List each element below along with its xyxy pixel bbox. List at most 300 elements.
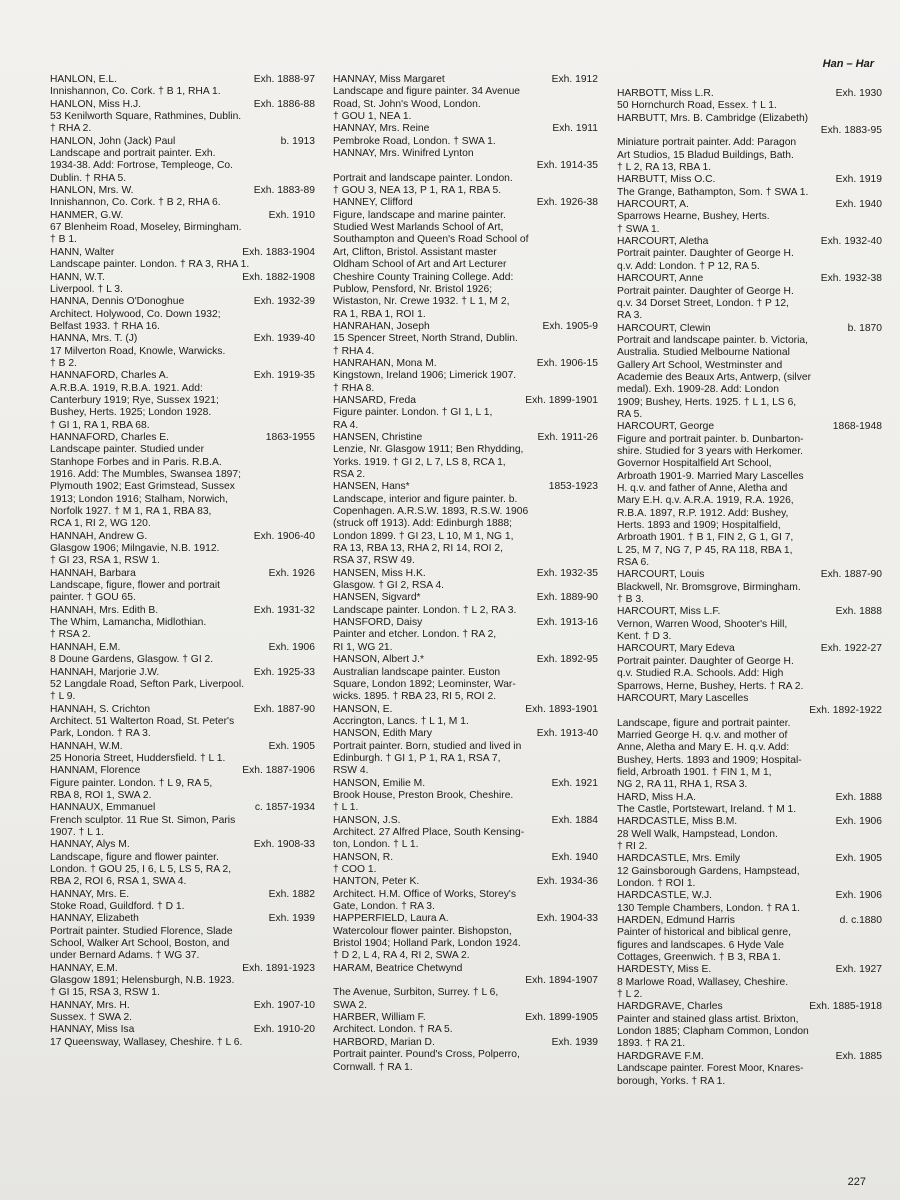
dictionary-entry <box>50 432 315 531</box>
dictionary-entry <box>50 74 315 99</box>
entry-text-line: Edinburgh. † GI 1, P 1, RA 1, RSA 7, <box>333 752 501 764</box>
entry-text-line: 25 Honoria Street, Huddersfield. † L 1. <box>50 752 226 764</box>
dictionary-entry <box>50 296 315 333</box>
entry-text-line: Arbroath 1901-9. Married Mary Lascelles <box>617 470 804 482</box>
entry-text-line: School, Walker Art School, Boston, and <box>50 938 230 950</box>
entry-text-line: Stanhope Forbes and in Paris. R.B.A. <box>50 456 222 468</box>
entry-name: HARCOURT, Clewin <box>617 322 711 334</box>
entry-text-line: † B 1. <box>50 234 77 246</box>
entry-text-line: (struck off 1913). Add: Edinburgh 1888; <box>333 518 512 530</box>
dictionary-entry <box>50 642 315 667</box>
entry-text-line: Cheshire County Training College. Add: <box>333 271 514 283</box>
entry-text-line: Sparrows, Herne, Bushey, Herts. † RA 2. <box>617 680 804 692</box>
entry-text-line: Portrait painter. Born, studied and lived in <box>333 740 522 752</box>
entry-text-line: † SWA 1. <box>617 223 660 235</box>
entry-text-line: 1934-38. Add: Fortrose, Templeoge, Co. <box>50 160 233 172</box>
entry-dates: Exh. 1882-1908 <box>242 271 315 283</box>
entry-text-line: French sculptor. 11 Rue St. Simon, Paris <box>50 814 236 826</box>
entry-text-line: Gate, London. † RA 3. <box>333 901 435 913</box>
entry-text-line: RA 1, RBA 1, ROI 1. <box>333 308 426 320</box>
entry-text-line: RI 1, WG 21. <box>333 641 393 653</box>
entry-dates: Exh. 1883-1904 <box>242 246 315 258</box>
entry-text-line: 52 Langdale Road, Sefton Park, Liverpool. <box>50 678 245 690</box>
entry-dates: Exh. 1886-88 <box>253 98 315 110</box>
dictionary-entry <box>617 569 882 606</box>
entry-text-line: Blackwell, Nr. Bromsgrove, Birmingham. <box>617 581 801 593</box>
entry-name: HANNAM, Florence <box>50 765 141 777</box>
entry-name: HANNAY, Mrs. Winifred Lynton <box>333 148 474 160</box>
entry-name: HANSEN, Miss H.K. <box>333 567 426 579</box>
entry-name: HANNA, Dennis O'Donoghue <box>50 296 185 308</box>
entry-text-line: Governor Hospitalfield Art School, <box>617 458 772 470</box>
entry-text-line: Mary E.H. q.v. A.R.A. 1919, R.A. 1926, <box>617 495 794 507</box>
entry-text-line: RA 13, RBA 13, RHA 2, RI 14, ROI 2, <box>333 543 503 555</box>
entry-text-line: Cottages, Greenwich. † B 3, RBA 1. <box>617 952 781 964</box>
entry-text-line: † COO 1. <box>333 864 377 875</box>
dictionary-entry <box>50 568 315 605</box>
entry-text-line: q.v. 34 Dorset Street, London. † P 12, <box>617 297 789 309</box>
entry-text-line: Sparrows Hearne, Bushey, Herts. <box>617 211 770 223</box>
entry-text-line: RSA 2. <box>333 469 366 480</box>
entry-text-line: Publow, Pensford, Nr. Bristol 1926; <box>333 283 493 295</box>
entry-dates: Exh. 1906-40 <box>253 530 315 542</box>
entry-text-line: field, Arbroath 1901. † FIN 1, M 1, <box>617 766 772 778</box>
entry-text-line: Architect. 51 Walterton Road, St. Peter's <box>50 715 235 727</box>
entry-text-line: ton, London. † L 1. <box>333 839 419 851</box>
entry-text-line: † RHA 2. <box>50 123 92 135</box>
entry-name: HARCOURT, Anne <box>617 273 704 285</box>
entry-name: HARBORD, Marian D. <box>333 1036 435 1048</box>
entry-text-line: Portrait and landscape painter. London. <box>333 172 513 184</box>
entry-name: HANNAFORD, Charles A. <box>50 370 169 382</box>
entry-dates: Exh. 1912 <box>551 74 598 85</box>
dictionary-entry <box>617 199 882 236</box>
entry-name: HARDCASTLE, Miss B.M. <box>617 816 738 828</box>
entry-text-line: Anne, Aletha and Mary E. H. q.v. Add: <box>617 742 790 754</box>
dictionary-entry <box>617 113 882 175</box>
entry-text-line: Accrington, Lancs. † L 1, M 1. <box>333 715 469 727</box>
entry-text-line: Brook House, Preston Brook, Cheshire. <box>333 789 514 801</box>
column-3 <box>617 88 882 1088</box>
entry-dates: Exh. 1939 <box>268 913 315 925</box>
entry-text-line: Kent. † D 3. <box>617 631 672 643</box>
entry-name: HANNAY, E.M. <box>50 962 118 974</box>
entry-name: HARDGRAVE F.M. <box>617 1050 704 1062</box>
entry-name: HARCOURT, Mary Edeva <box>617 643 735 655</box>
entry-name: HANN, Walter <box>50 246 115 258</box>
entry-text-line: Figure and portrait painter. b. Dunbarton- <box>617 433 804 445</box>
entry-text-line: wicks. 1895. † RBA 23, RI 5, ROI 2. <box>333 691 497 703</box>
entry-text-line: † B 2. <box>50 357 77 369</box>
dictionary-entry <box>333 704 598 729</box>
entry-dates: Exh. 1922-27 <box>820 643 882 655</box>
entry-text-line: SWA 2. <box>333 999 367 1011</box>
entry-text-line: Portrait painter. Studied Florence, Slade <box>50 925 233 937</box>
dictionary-entry <box>617 236 882 273</box>
entry-text-line: Plymouth 1902; East Grimstead, Sussex <box>50 481 235 493</box>
entry-dates: 1863-1955 <box>265 431 315 443</box>
entry-text-line: 8 Marlowe Road, Wallasey, Cheshire. <box>617 976 789 988</box>
entry-text-line: Architect. London. † RA 5. <box>333 1024 453 1036</box>
entry-text-line: Canterbury 1919; Rye, Sussex 1921; <box>50 394 219 406</box>
entry-name: HANNAUX, Emmanuel <box>50 802 156 814</box>
entry-text-line: shire. Studied for 3 years with Herkomer. <box>617 445 803 457</box>
entry-dates: Exh. 1925-33 <box>253 666 315 678</box>
entry-text-line: The Grange, Bathampton, Som. † SWA 1. <box>617 186 809 198</box>
entry-dates: Exh. 1906 <box>835 890 882 902</box>
entry-text-line: Pembroke Road, London. † SWA 1. <box>333 135 496 147</box>
dictionary-entry <box>50 741 315 766</box>
dictionary-entry <box>50 1024 315 1049</box>
entry-text-line: Landscape and figure painter. 34 Avenue <box>333 86 521 98</box>
entry-dates: Exh. 1882 <box>268 888 315 900</box>
entry-dates: Exh. 1904-33 <box>536 913 598 925</box>
entry-name: HARCOURT, Mary Lascelles <box>617 692 749 704</box>
entry-name: HARCOURT, A. <box>617 199 689 211</box>
dictionary-entry <box>333 963 598 1012</box>
entry-name: HARBUTT, Miss O.C. <box>617 174 716 186</box>
entry-text-line: Glasgow 1906; Milngavie, N.B. 1912. <box>50 543 220 555</box>
entry-text-line: Bristol 1904; Holland Park, London 1924. <box>333 938 521 950</box>
dictionary-entry <box>333 815 598 852</box>
dictionary-entry <box>333 74 598 123</box>
dictionary-entry <box>50 272 315 297</box>
entry-name: HANNAY, Miss Isa <box>50 1024 135 1036</box>
entry-text-line: † GOU 3, NEA 13, P 1, RA 1, RBA 5. <box>333 185 502 197</box>
entry-name: HANSEN, Hans* <box>333 481 410 493</box>
entry-text-line: Miniature portrait painter. Add: Paragon <box>617 137 797 149</box>
entry-dates: Exh. 1887-90 <box>253 703 315 715</box>
dictionary-entry <box>50 704 315 741</box>
dictionary-entry <box>617 890 882 915</box>
entry-name: HANN, W.T. <box>50 271 105 283</box>
entry-dates: Exh. 1910 <box>268 209 315 221</box>
entry-name: HANNAY, Mrs. E. <box>50 888 130 900</box>
dictionary-entry <box>617 421 882 569</box>
entry-text-line: Gallery Art School, Westminster and <box>617 359 783 371</box>
entry-name: HANSFORD, Daisy <box>333 617 423 629</box>
entry-text-line: Oldham School of Art and Art Lecturer <box>333 259 507 271</box>
entry-text-line: 67 Blenheim Road, Moseley, Birmingham. <box>50 222 242 234</box>
entry-name: HANLON, E.L. <box>50 74 117 85</box>
entry-text-line: † B 3. <box>617 594 644 606</box>
dictionary-entry <box>617 915 882 964</box>
entry-name: HANSON, Emilie M. <box>333 777 426 789</box>
entry-text-line: Painter of historical and biblical genre, <box>617 927 792 939</box>
entry-name: HANNAH, W.M. <box>50 740 123 752</box>
entry-name: HARDCASTLE, W.J. <box>617 890 712 902</box>
entry-text-line: Watercolour flower painter. Bishopston, <box>333 925 512 937</box>
entry-name: HARBUTT, Mrs. B. Cambridge (Elizabeth) <box>617 112 809 124</box>
entry-dates: Exh. 1892-95 <box>536 654 598 666</box>
dictionary-entry <box>333 1037 598 1074</box>
entry-dates: Exh. 1940 <box>551 851 598 863</box>
dictionary-entry <box>333 654 598 703</box>
entry-text-line: † L 1. <box>333 802 359 814</box>
entry-text-line: Studied West Marlands School of Art, <box>333 222 504 234</box>
entry-name: HANNAH, Marjorie J.W. <box>50 666 160 678</box>
column-1 <box>50 74 315 1049</box>
entry-dates: Exh. 1930 <box>835 88 882 99</box>
dictionary-entry <box>333 148 598 197</box>
entry-text-line: 1893. † RA 21. <box>617 1038 686 1050</box>
dictionary-entry <box>50 913 315 962</box>
entry-text-line: Architect. Holywood, Co. Down 1932; <box>50 308 221 320</box>
entry-text-line: medal). Exh. 1909-28. Add: London <box>617 384 780 396</box>
entry-dates: Exh. 1934-36 <box>536 876 598 888</box>
entry-name: HANSARD, Freda <box>333 394 416 406</box>
dictionary-entry <box>333 321 598 358</box>
entry-text-line: Cornwall. † RA 1. <box>333 1061 413 1073</box>
dictionary-entry <box>333 1012 598 1037</box>
entry-dates: b. 1913 <box>280 135 315 147</box>
entry-name: HARAM, Beatrice Chetwynd <box>333 962 463 974</box>
entry-text-line: Vernon, Warren Wood, Shooter's Hill, <box>617 618 788 630</box>
entry-dates: Exh. 1926 <box>268 567 315 579</box>
entry-text-line: Portrait painter. Daughter of George H. <box>617 248 794 260</box>
entry-text-line: Kingstown, Ireland 1906; Limerick 1907. <box>333 370 517 382</box>
entry-dates: Exh. 1906 <box>268 641 315 653</box>
entry-text-line: Road, St. John's Wood, London. <box>333 98 481 110</box>
entry-text-line: Landscape painter. Studied under <box>50 444 205 456</box>
dictionary-entry <box>617 323 882 422</box>
dictionary-entry <box>617 174 882 199</box>
entry-text-line: Art, Clifton, Bristol. Assistant master <box>333 246 497 258</box>
entry-text-line: Herts. 1893 and 1909; Hospitalfield, <box>617 520 781 532</box>
entry-text-line: 50 Hornchurch Road, Essex. † L 1. <box>617 100 777 112</box>
entry-text-line: 12 Gainsborough Gardens, Hampstead, <box>617 865 800 877</box>
entry-text-line: Figure painter. London. † L 9, RA 5, <box>50 777 213 789</box>
entry-dates: 1853-1923 <box>548 481 598 493</box>
entry-text-line: Square, London 1892; Leominster, War- <box>333 678 516 690</box>
entry-text-line: borough, Yorks. † RA 1. <box>617 1075 726 1087</box>
dictionary-entry <box>617 273 882 322</box>
dictionary-entry <box>333 852 598 877</box>
entry-text-line: figures and landscapes. 6 Hyde Vale <box>617 939 784 951</box>
entry-name: HARBOTT, Miss L.R. <box>617 88 714 99</box>
entry-text-line: Australia. Studied Melbourne National <box>617 347 790 359</box>
dictionary-entry <box>333 876 598 913</box>
dictionary-entry <box>333 432 598 481</box>
entry-text-line: † RSA 2. <box>50 629 91 641</box>
entry-text-line: † GI 15, RSA 3, RSW 1. <box>50 987 160 999</box>
entry-text-line: The Castle, Portstewart, Ireland. † M 1. <box>617 803 797 815</box>
entry-dates: Exh. 1899-1905 <box>525 1012 598 1024</box>
entry-name: HANSON, E. <box>333 703 393 715</box>
entry-name: HANRAHAN, Joseph <box>333 320 430 332</box>
entry-name: HARD, Miss H.A. <box>617 791 696 803</box>
entry-text-line: 28 Well Walk, Hampstead, London. <box>617 828 778 840</box>
entry-name: HANNAY, Mrs. Reine <box>333 123 430 135</box>
entry-name: HANSON, Edith Mary <box>333 728 432 740</box>
entry-text-line: † L 9. <box>50 691 76 703</box>
entry-name: HANTON, Peter K. <box>333 876 420 888</box>
entry-text-line: London. † ROI 1. <box>617 878 696 889</box>
entry-text-line: A.R.B.A. 1919, R.B.A. 1921. Add: <box>50 382 203 394</box>
dictionary-entry <box>50 1000 315 1025</box>
entry-dates: Exh. 1905 <box>835 853 882 865</box>
entry-dates: Exh. 1894-1907 <box>525 975 598 987</box>
entry-name: HAPPERFIELD, Laura A. <box>333 913 449 925</box>
entry-text-line: † RI 2. <box>617 840 648 852</box>
entry-text-line: † D 2, L 4, RA 4, RI 2, SWA 2. <box>333 950 470 962</box>
dictionary-entry <box>333 123 598 148</box>
dictionary-entry <box>50 370 315 432</box>
entry-text-line: Australian landscape painter. Euston <box>333 666 501 678</box>
entry-text-line: 1907. † L 1. <box>50 826 105 838</box>
entry-text-line: Lenzie, Nr. Glasgow 1911; Ben Rhydding, <box>333 444 524 456</box>
entry-text-line: Art Studios, 15 Bladud Buildings, Bath. <box>617 149 794 161</box>
dictionary-entry <box>617 792 882 817</box>
dictionary-entry <box>50 667 315 704</box>
entry-text-line: Landscape, figure and flower painter. <box>50 851 219 863</box>
dictionary-entry <box>50 99 315 136</box>
entry-text-line: Arbroath 1901. † B 1, FIN 2, G 1, GI 7, <box>617 532 794 544</box>
entry-dates: Exh. 1883-89 <box>253 185 315 197</box>
dictionary-entry <box>617 693 882 792</box>
entry-dates: Exh. 1887-1906 <box>242 765 315 777</box>
dictionary-entry <box>50 889 315 914</box>
dictionary-entry <box>333 728 598 777</box>
entry-text-line: Portrait painter. Daughter of George H. <box>617 285 794 297</box>
entry-text-line: RBA 8, ROI 1, SWA 2. <box>50 789 152 801</box>
entry-name: HANLON, Miss H.J. <box>50 98 141 110</box>
entry-text-line: Norfolk 1927. † M 1, RA 1, RBA 83, <box>50 506 212 518</box>
entry-dates: Exh. 1911-26 <box>537 431 598 443</box>
entry-text-line: q.v. Add: London. † P 12, RA 5. <box>617 260 760 272</box>
entry-text-line: RSA 6. <box>617 557 650 569</box>
dictionary-entry <box>333 568 598 593</box>
entry-dates: Exh. 1889-90 <box>536 592 598 604</box>
entry-text-line: Landscape, interior and figure painter. b. <box>333 493 518 505</box>
entry-text-line: Copenhagen. A.R.S.W. 1893, R.S.W. 1906 <box>333 506 529 518</box>
entry-text-line: 130 Temple Chambers, London. † RA 1. <box>617 902 800 914</box>
entry-name: HANSON, J.S. <box>333 814 401 826</box>
entry-text-line: Park, London. † RA 3. <box>50 728 151 740</box>
entry-name: HANNAY, Mrs. H. <box>50 999 130 1011</box>
entry-text-line: NG 2, RA 11, RHA 1, RSA 3. <box>617 779 748 791</box>
entry-text-line: RSA 37, RSW 49. <box>333 555 415 567</box>
entry-text-line: Portrait painter. Daughter of George H. <box>617 655 794 667</box>
entry-dates: Exh. 1885-1918 <box>809 1001 882 1013</box>
entry-name: HANNAY, Elizabeth <box>50 913 139 925</box>
entry-text-line: 17 Milverton Road, Knowle, Warwicks. <box>50 345 226 357</box>
dictionary-entry <box>50 210 315 247</box>
entry-dates: Exh. 1905-9 <box>542 320 598 332</box>
entry-dates: Exh. 1887-90 <box>820 569 882 581</box>
entry-dates: Exh. 1907-10 <box>253 999 315 1011</box>
entry-text-line: Architect. 27 Alfred Place, South Kensing- <box>333 826 525 838</box>
entry-dates: Exh. 1932-38 <box>820 273 882 285</box>
entry-name: HANSON, Albert J.* <box>333 654 424 666</box>
entry-name: HANSEN, Christine <box>333 431 423 443</box>
dictionary-entry <box>50 531 315 568</box>
dictionary-entry <box>617 853 882 890</box>
dictionary-entry <box>333 358 598 395</box>
entry-text-line: 15 Spencer Street, North Strand, Dublin. <box>333 333 518 345</box>
entry-name: HANNAH, Mrs. Edith B. <box>50 604 159 616</box>
entry-name: HANSON, R. <box>333 851 394 863</box>
dictionary-entry <box>617 816 882 853</box>
entry-name: HANNAH, S. Crichton <box>50 703 151 715</box>
entry-dates: Exh. 1892-1922 <box>809 705 882 717</box>
page-number: 227 <box>847 1176 866 1188</box>
dictionary-entry <box>617 1001 882 1050</box>
dictionary-entry <box>50 765 315 802</box>
entry-dates: d. c.1880 <box>839 915 882 927</box>
entry-name: HARDESTY, Miss E. <box>617 964 712 976</box>
dictionary-entry <box>50 333 315 370</box>
dictionary-entry <box>617 643 882 692</box>
entry-dates: Exh. 1927 <box>835 964 882 976</box>
entry-dates: Exh. 1939 <box>551 1036 598 1048</box>
dictionary-entry <box>50 136 315 185</box>
entry-text-line: † RHA 8. <box>333 382 375 394</box>
entry-dates: Exh. 1888-97 <box>253 74 315 85</box>
entry-text-line: R.B.A. 1897, R.P. 1912. Add: Bushey, <box>617 507 789 519</box>
entry-name: HANNA, Mrs. T. (J) <box>50 333 138 345</box>
entry-text-line: RSW 4. <box>333 765 369 777</box>
entry-text-line: Architect. H.M. Office of Works, Storey's <box>333 888 516 900</box>
entry-dates: Exh. 1932-39 <box>253 296 315 308</box>
entry-text-line: Landscape, figure, flower and portrait <box>50 580 220 592</box>
entry-text-line: painter. † GOU 65. <box>50 592 136 604</box>
entry-name: HARCOURT, Aletha <box>617 236 709 248</box>
entry-text-line: Landscape and portrait painter. Exh. <box>50 148 216 160</box>
entry-name: HANLON, Mrs. W. <box>50 185 134 197</box>
entry-dates: 1868-1948 <box>832 421 882 433</box>
entry-text-line: Glasgow 1891; Helensburgh, N.B. 1923. <box>50 975 235 987</box>
entry-text-line: Dublin. † RHA 5. <box>50 172 127 184</box>
entry-text-line: Landscape painter. London. † RA 3, RHA 1. <box>50 259 250 271</box>
column-2 <box>333 74 598 1074</box>
entry-text-line: The Avenue, Surbiton, Surrey. † L 6, <box>333 987 499 999</box>
entry-text-line: London 1899. † GI 23, L 10, M 1, NG 1, <box>333 530 514 542</box>
entry-text-line: Liverpool. † L 3. <box>50 283 123 295</box>
entry-dates: Exh. 1910-20 <box>253 1024 315 1036</box>
dictionary-entry <box>333 913 598 962</box>
dictionary-entry <box>50 839 315 888</box>
entry-dates: Exh. 1911 <box>552 123 598 135</box>
entry-dates: Exh. 1919 <box>835 174 882 186</box>
entry-text-line: Innishannon, Co. Cork. † B 1, RHA 1. <box>50 86 221 98</box>
entry-name: HANNEY, Clifford <box>333 197 413 209</box>
entry-text-line: L 25, M 7, NG 7, P 45, RA 118, RBA 1, <box>617 544 793 556</box>
entry-name: HANNAFORD, Charles E. <box>50 431 170 443</box>
entry-text-line: H. q.v. and father of Anne, Aletha and <box>617 483 788 494</box>
entry-dates: Exh. 1891-1923 <box>242 962 315 974</box>
entry-text-line: Innishannon, Co. Cork. † B 2, RHA 6. <box>50 197 221 209</box>
entry-text-line: Landscape painter. Forest Moor, Knares- <box>617 1063 804 1075</box>
dictionary-entry <box>617 88 882 113</box>
entry-dates: Exh. 1908-33 <box>253 839 315 851</box>
entry-text-line: † L 2. <box>617 989 643 1001</box>
entry-text-line: Bushey, Herts. 1925; London 1928. <box>50 407 212 419</box>
entry-name: HANLON, John (Jack) Paul <box>50 135 176 147</box>
entry-text-line: Stoke Road, Guildford. † D 1. <box>50 901 185 913</box>
entry-dates: Exh. 1914-35 <box>536 160 598 172</box>
entry-text-line: Painter and stained glass artist. Brixton, <box>617 1013 799 1025</box>
entry-name: HANRAHAN, Mona M. <box>333 357 437 369</box>
dictionary-entry <box>333 778 598 815</box>
entry-name: HARCOURT, Louis <box>617 569 705 581</box>
entry-text-line: † RHA 4. <box>333 345 375 357</box>
entry-text-line: RA 5. <box>617 408 643 420</box>
dictionary-entry <box>333 617 598 654</box>
entry-name: HARDGRAVE, Charles <box>617 1001 723 1013</box>
entry-dates: Exh. 1913-16 <box>536 617 598 629</box>
entry-text-line: 53 Kenilworth Square, Rathmines, Dublin. <box>50 111 242 123</box>
